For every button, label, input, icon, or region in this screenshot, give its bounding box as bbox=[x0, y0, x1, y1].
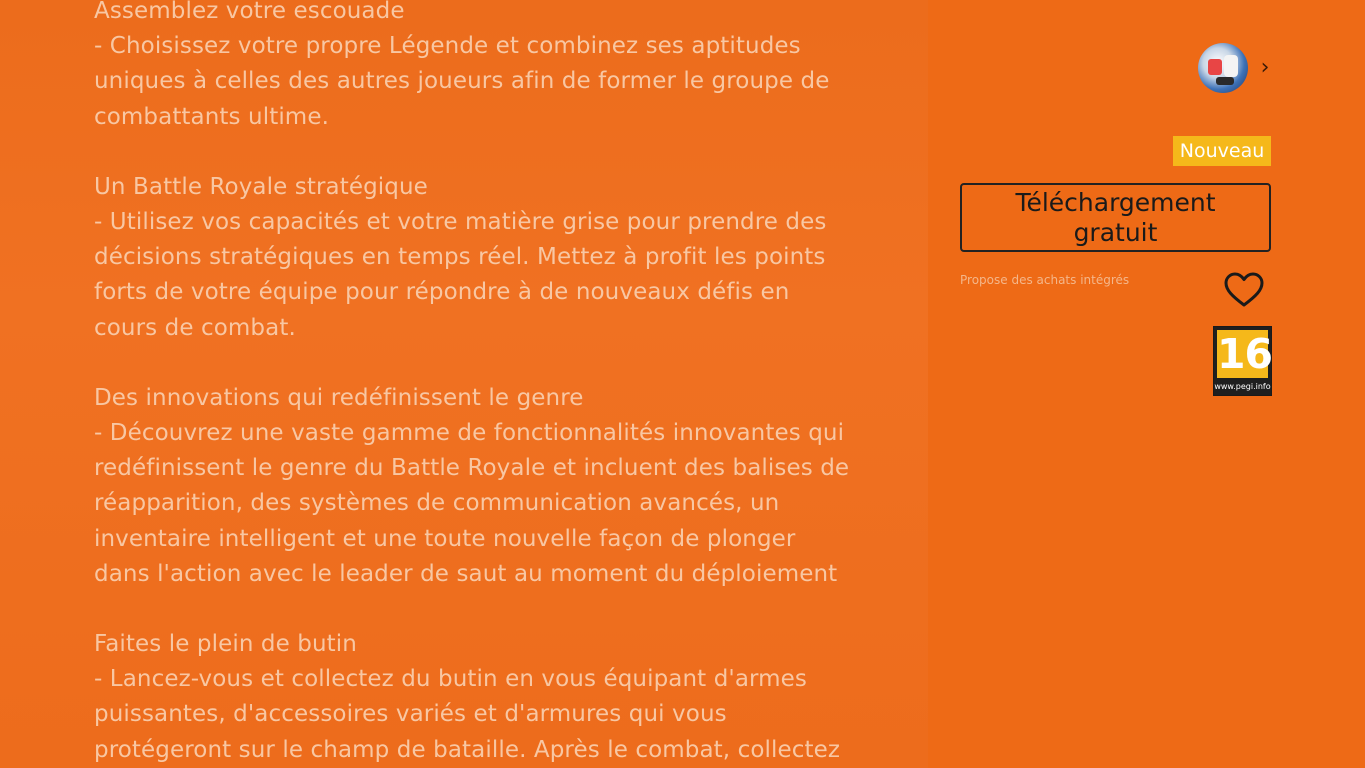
purchase-sidebar bbox=[928, 0, 1365, 768]
section-line: uniques à celles des autres joueurs afin de former le groupe de bbox=[94, 68, 830, 95]
section-line: - Lancez-vous et collectez du butin en vous équipant d'armes bbox=[94, 666, 808, 693]
section-heading: Des innovations qui redéfinissent le genre bbox=[94, 384, 584, 411]
section-heading: Un Battle Royale stratégique bbox=[94, 173, 428, 200]
download-button-label: gratuit bbox=[1073, 217, 1158, 247]
section-line: combattants ultime. bbox=[94, 103, 329, 130]
section-heading: Assemblez votre escouade bbox=[94, 0, 405, 24]
avatar-detail bbox=[1208, 59, 1222, 75]
section-line: protégeront sur le champ de bataille. Après le combat, collectez bbox=[94, 736, 841, 763]
section-line: décisions stratégiques en temps réel. Mettez à profit les points bbox=[94, 244, 826, 271]
avatar-detail bbox=[1216, 77, 1234, 85]
description-text bbox=[94, 0, 894, 768]
pegi-rating-badge bbox=[1213, 326, 1272, 396]
section-line: dans l'action avec le leader de saut au moment du déploiement bbox=[94, 560, 838, 587]
section-line: cours de combat. bbox=[94, 314, 296, 341]
new-badge: Nouveau bbox=[1173, 136, 1271, 166]
in-app-purchases-note: Propose des achats intégrés bbox=[960, 273, 1130, 287]
section-line: forts de votre équipe pour répondre à de nouveaux défis en bbox=[94, 279, 790, 306]
description-section bbox=[94, 0, 894, 135]
age-rating: 16 bbox=[1217, 330, 1273, 378]
chevron-right-icon[interactable]: › bbox=[1260, 55, 1270, 80]
section-line: puissantes, d'accessoires variés et d'armures qui vous bbox=[94, 701, 727, 728]
description-section bbox=[94, 627, 894, 768]
section-line: - Choisissez votre propre Légende et combinez ses aptitudes bbox=[94, 33, 801, 60]
section-line: redéfinissent le genre du Battle Royale et incluent des balises de bbox=[94, 455, 850, 482]
rating-site: www.pegi.info bbox=[1214, 382, 1271, 391]
download-button-label: Téléchargement bbox=[1015, 187, 1216, 217]
user-avatar[interactable] bbox=[1198, 43, 1248, 93]
heart-icon[interactable] bbox=[1222, 270, 1266, 310]
avatar-detail bbox=[1224, 55, 1238, 77]
section-heading: Faites le plein de butin bbox=[94, 631, 357, 658]
section-line: - Utilisez vos capacités et votre matière grise pour prendre des bbox=[94, 209, 827, 236]
description-section bbox=[94, 381, 894, 592]
section-line: réapparition, des systèmes de communication avancés, un bbox=[94, 490, 780, 517]
section-line: - Découvrez une vaste gamme de fonctionnalités innovantes qui bbox=[94, 420, 845, 447]
free-download-button[interactable] bbox=[960, 183, 1271, 252]
description-section bbox=[94, 170, 894, 346]
section-line: inventaire intelligent et une toute nouvelle façon de plonger bbox=[94, 525, 796, 552]
